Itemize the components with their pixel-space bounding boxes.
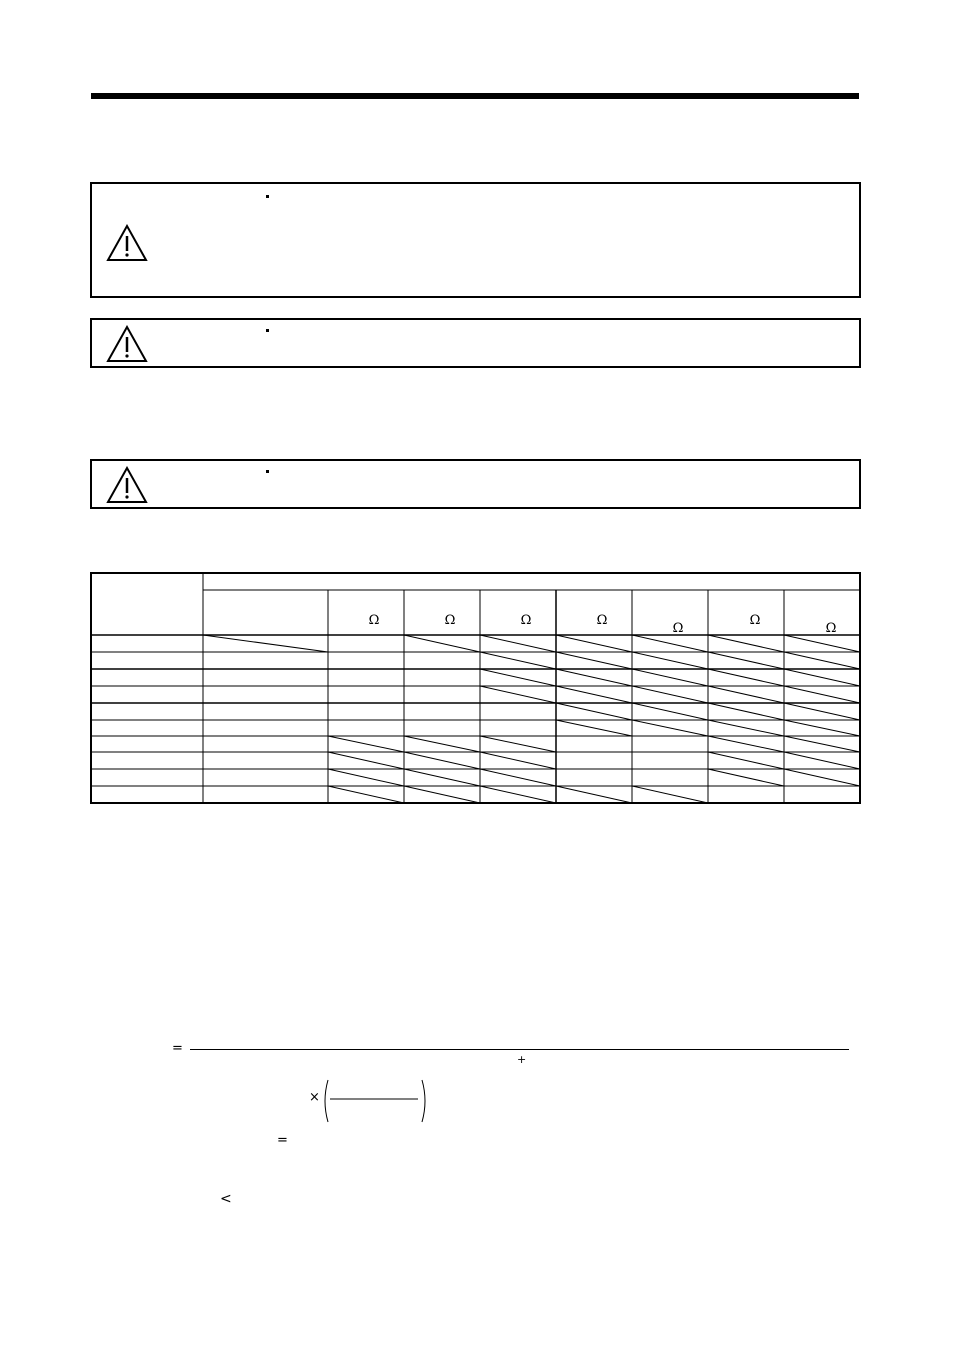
formula-plus: + <box>517 1053 527 1066</box>
unit-omega: Ω <box>825 621 837 636</box>
fraction-bar <box>190 1049 849 1050</box>
bullet-dot <box>266 329 269 332</box>
bracket-fraction <box>320 1078 430 1124</box>
formula-equals: = <box>277 1133 288 1148</box>
warning-triangle-icon <box>106 325 148 363</box>
formula-less-than: < <box>220 1191 232 1207</box>
formula-equals: = <box>172 1041 183 1056</box>
regenerative-option-table <box>90 572 861 804</box>
unit-omega: Ω <box>749 613 761 628</box>
header-rule <box>91 93 859 99</box>
unit-omega: Ω <box>520 613 532 628</box>
bullet-dot <box>266 470 269 473</box>
unit-omega: Ω <box>444 613 456 628</box>
bullet-dot <box>266 195 269 198</box>
caution-box-3 <box>90 459 861 509</box>
caution-box-1 <box>90 182 861 298</box>
unit-omega: Ω <box>672 621 684 636</box>
warning-triangle-icon <box>106 224 148 262</box>
formula-times: × <box>309 1090 320 1105</box>
table-grid <box>90 572 861 804</box>
warning-triangle-icon <box>106 466 148 504</box>
caution-box-2 <box>90 318 861 368</box>
unit-omega: Ω <box>596 613 608 628</box>
unit-omega: Ω <box>368 613 380 628</box>
